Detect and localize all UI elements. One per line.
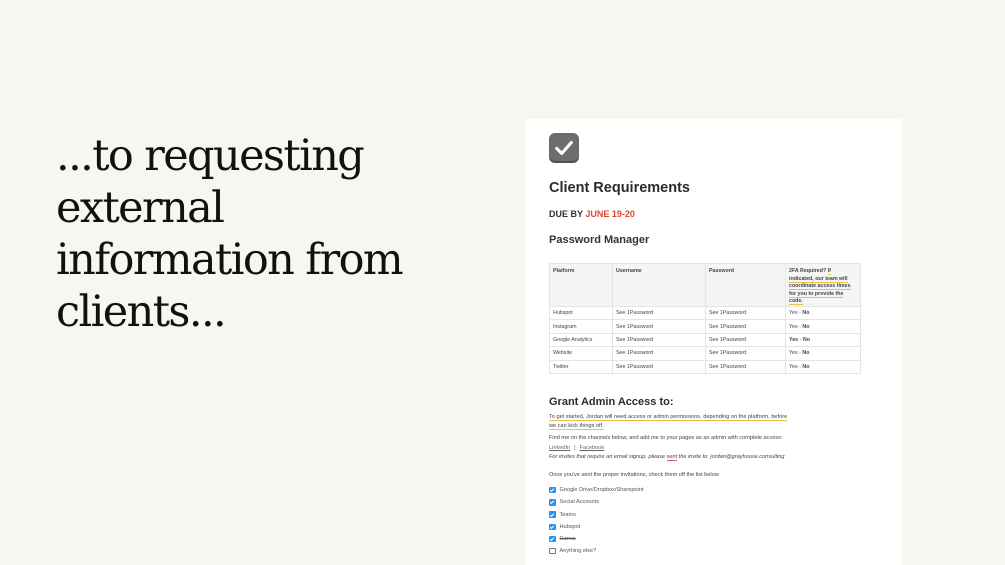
checklist-item-label: Teams xyxy=(559,511,576,518)
option-yes: Yes xyxy=(789,336,799,343)
cell-username[interactable]: See 1Password xyxy=(613,347,706,360)
password-manager-heading: Password Manager xyxy=(549,234,650,246)
checklist-intro: Once you've sent the proper invitations, check them off the list below xyxy=(549,471,719,478)
checklist-item[interactable] xyxy=(549,509,878,521)
header-2fa-note: If indicated, our team will coordinate access times for you to provide the code. xyxy=(789,268,851,305)
checklist-item[interactable] xyxy=(549,496,878,508)
checkbox-checked-icon[interactable] xyxy=(549,524,556,531)
header-platform: Platform xyxy=(550,264,613,307)
header-2fa xyxy=(786,264,861,307)
channel-links xyxy=(549,444,878,453)
document-card xyxy=(525,119,902,565)
header-2fa-lead: 2FA Required? xyxy=(789,268,827,274)
intro-paragraph xyxy=(549,413,878,431)
checkbox-checked-icon[interactable] xyxy=(549,511,556,518)
checklist-item-label: Canva xyxy=(559,535,576,542)
checklist-item-label: Social Accounts xyxy=(559,499,599,506)
checkbox-icon[interactable] xyxy=(549,133,579,163)
cell-platform[interactable]: Google Analytics xyxy=(550,333,613,346)
cell-username[interactable]: See 1Password xyxy=(613,306,706,319)
invite-note xyxy=(549,453,878,462)
cell-2fa[interactable] xyxy=(786,320,861,333)
checklist-item[interactable] xyxy=(549,533,878,545)
checklist xyxy=(549,484,878,557)
checkbox-unchecked-icon[interactable] xyxy=(549,548,556,555)
option-yes: Yes xyxy=(789,323,798,330)
table-row xyxy=(550,320,861,333)
cell-password[interactable]: See 1Password xyxy=(706,320,786,333)
cell-platform[interactable]: Twitter xyxy=(550,360,613,373)
header-password: Password xyxy=(706,264,786,307)
option-sep: - xyxy=(799,336,802,343)
option-sep: - xyxy=(799,310,801,317)
due-date-line xyxy=(549,209,878,219)
option-sep: - xyxy=(799,323,801,330)
channels-paragraph: Find me on the channels below, and add me to your pages as an admin with complete access: xyxy=(549,435,783,442)
option-yes: Yes xyxy=(789,350,798,357)
checklist-item-label: Google Drive/Dropbox/Sharepoint xyxy=(559,487,644,494)
cell-password[interactable]: See 1Password xyxy=(706,333,786,346)
password-table xyxy=(549,263,861,374)
cell-username[interactable]: See 1Password xyxy=(613,333,706,346)
header-username: Username xyxy=(613,264,706,307)
table-row xyxy=(550,333,861,346)
option-yes: Yes xyxy=(789,363,798,370)
checkbox-checked-icon[interactable] xyxy=(549,499,556,506)
link-separator: | xyxy=(574,444,576,451)
invite-prefix: For invites that require an email signup, please xyxy=(549,453,667,460)
cell-username[interactable]: See 1Password xyxy=(613,320,706,333)
due-prefix: DUE BY xyxy=(549,209,583,219)
option-no: No xyxy=(802,336,810,343)
page-title: Client Requirements xyxy=(549,180,690,196)
cell-2fa[interactable] xyxy=(786,333,861,346)
checklist-item-label: Anything else? xyxy=(559,548,597,555)
headline-line-3: information from xyxy=(56,235,403,285)
cell-2fa[interactable] xyxy=(786,306,861,319)
invite-suffix: the invite to: jordan@grayhouse.consulting xyxy=(677,453,785,460)
cell-password[interactable]: See 1Password xyxy=(706,306,786,319)
checklist-item[interactable] xyxy=(549,521,878,533)
cell-username[interactable]: See 1Password xyxy=(613,360,706,373)
headline-line-2: external xyxy=(56,183,224,233)
cell-password[interactable]: See 1Password xyxy=(706,360,786,373)
checkbox-checked-icon[interactable] xyxy=(549,536,556,543)
cell-2fa[interactable] xyxy=(786,360,861,373)
checkbox-checked-icon[interactable] xyxy=(549,487,556,494)
cell-platform[interactable]: Website xyxy=(550,347,613,360)
option-sep: - xyxy=(799,350,801,357)
option-no: No xyxy=(802,350,810,357)
cell-platform[interactable]: Instagram xyxy=(550,320,613,333)
checklist-item[interactable] xyxy=(549,545,878,557)
table-row xyxy=(550,306,861,319)
table-row xyxy=(550,360,861,373)
option-no: No xyxy=(802,310,810,317)
due-date: JUNE 19-20 xyxy=(585,209,635,219)
facebook-link[interactable]: Facebook xyxy=(579,444,605,451)
headline xyxy=(56,130,456,338)
cell-platform[interactable]: Hubspot xyxy=(550,306,613,319)
cell-password[interactable]: See 1Password xyxy=(706,347,786,360)
headline-line-1: ...to requesting xyxy=(56,131,364,181)
headline-line-4: clients... xyxy=(56,287,226,337)
table-header-row xyxy=(550,264,861,307)
table-row xyxy=(550,347,861,360)
invite-sent-word: sent xyxy=(666,453,678,460)
cell-2fa[interactable] xyxy=(786,347,861,360)
checklist-item-label: Hubspot xyxy=(559,523,581,530)
linkedin-link[interactable]: LinkedIn xyxy=(549,444,571,451)
option-sep: - xyxy=(799,363,801,370)
checklist-item[interactable] xyxy=(549,484,878,496)
intro-line-2: we can kick things off. xyxy=(549,423,604,430)
intro-line-1: To get started, Jordan will need access or admin permissions, depending on the platform, before xyxy=(549,413,788,420)
option-yes: Yes xyxy=(789,310,798,317)
option-no: No xyxy=(802,363,810,370)
option-no: No xyxy=(802,323,810,330)
grant-access-heading: Grant Admin Access to: xyxy=(549,395,674,408)
